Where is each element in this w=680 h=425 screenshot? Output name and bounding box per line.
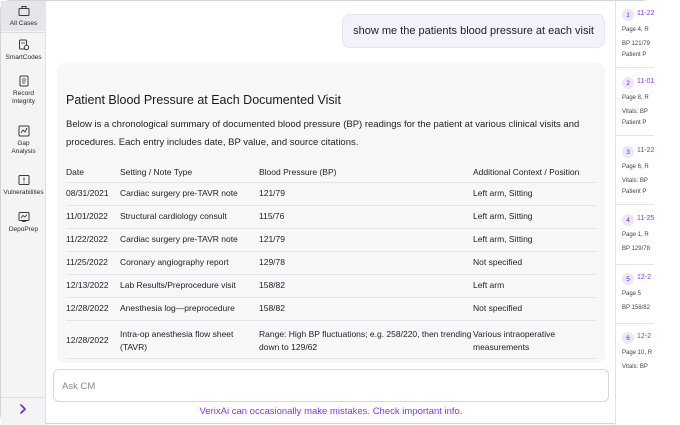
citation-page: Page 10, R bbox=[622, 350, 653, 356]
sidebar-item-label: Vulnerabilities bbox=[3, 189, 44, 196]
sidebar-item-label: Record Integrity bbox=[11, 90, 36, 105]
sidebar-item-vulnerabilities[interactable] bbox=[1, 174, 46, 197]
table-cell: 12/28/2022 bbox=[66, 297, 120, 320]
citation-date: 12-2 bbox=[637, 274, 652, 281]
sidebar bbox=[1, 1, 46, 425]
smartcodes-icon bbox=[18, 39, 30, 51]
table-cell: Structural cardiology consult bbox=[120, 205, 259, 228]
citation-date: 11-22 bbox=[637, 147, 655, 154]
citation-date: 12-2 bbox=[637, 333, 652, 340]
depoprep-icon bbox=[18, 211, 30, 223]
table-cell: 115/76 bbox=[259, 205, 473, 228]
table-cell: 121/79 bbox=[259, 182, 473, 205]
table-cell: Left arm, Sitting bbox=[473, 228, 596, 251]
chevron-right-icon bbox=[18, 404, 28, 414]
divider bbox=[616, 264, 654, 265]
column-header: Setting / Note Type bbox=[120, 162, 259, 182]
table-cell: Left arm, Sitting bbox=[473, 205, 596, 228]
table-row bbox=[66, 205, 596, 228]
citation-number: 3 bbox=[622, 146, 634, 158]
sidebar-item-smartcodes[interactable] bbox=[1, 39, 46, 62]
table-cell: 158/82 bbox=[259, 274, 473, 297]
table-cell: 12/28/2022 bbox=[66, 320, 120, 358]
sidebar-item-label: DepoPrep bbox=[8, 226, 39, 233]
citation-snippet: BP 121/79 bbox=[622, 41, 650, 47]
citation-number: 2 bbox=[622, 77, 634, 89]
citation-snippet: Patient P bbox=[622, 189, 647, 195]
record-integrity-icon bbox=[18, 75, 30, 87]
divider bbox=[616, 135, 654, 136]
table-cell: Lab Results/Preprocedure visit bbox=[120, 274, 259, 297]
table-cell: 12/13/2022 bbox=[66, 274, 120, 297]
vulnerabilities-icon bbox=[18, 174, 30, 186]
citation-snippet: Patient P bbox=[622, 120, 647, 126]
table-cell: 121/79 bbox=[259, 228, 473, 251]
table-cell: Anesthesia log—preprocedure bbox=[120, 297, 259, 320]
citation-number: 4 bbox=[622, 214, 634, 226]
answer-intro: Below is a chronological summary of documented blood pressure (BP) readings for the patient at various clinical visits and procedures. Each entry includes date, BP value, and source citations. bbox=[66, 119, 580, 148]
citation-page: Page 5 bbox=[622, 291, 642, 297]
column-header: Additional Context / Position bbox=[473, 162, 596, 182]
citation-snippet: BP 129/78 bbox=[622, 246, 650, 252]
expand-sidebar-button[interactable] bbox=[15, 401, 31, 417]
disclaimer-text: VerixAi can occasionally make mistakes. Check important info. bbox=[199, 406, 463, 417]
table-cell: Coronary angiography report bbox=[120, 251, 259, 274]
citation-number: 6 bbox=[622, 332, 634, 344]
divider bbox=[1, 32, 46, 33]
table-row bbox=[66, 228, 596, 251]
assistant-answer bbox=[57, 63, 605, 363]
citations-panel bbox=[615, 1, 653, 425]
table-cell: 11/25/2022 bbox=[66, 251, 120, 274]
table-cell: Various intraoperative measurements bbox=[473, 320, 596, 358]
citation-date: 11-25 bbox=[637, 215, 655, 222]
citation-number: 5 bbox=[622, 273, 634, 285]
table-cell: Intra-op anesthesia flow sheet (TAVR) bbox=[120, 320, 259, 358]
chat-input-box[interactable] bbox=[53, 369, 609, 402]
chat-area bbox=[47, 1, 615, 425]
citation-page: Page 1, R bbox=[622, 232, 649, 238]
bp-table bbox=[66, 162, 596, 359]
user-message: show me the patients blood pressure at each visit bbox=[342, 14, 605, 48]
table-row bbox=[66, 297, 596, 320]
table-cell: Left arm bbox=[473, 274, 596, 297]
table-row bbox=[66, 182, 596, 205]
sidebar-item-gap-analysis[interactable] bbox=[1, 125, 46, 156]
table-cell: Not specified bbox=[473, 251, 596, 274]
divider bbox=[616, 204, 654, 205]
column-header: Blood Pressure (BP) bbox=[259, 162, 473, 182]
table-cell: Left arm, Sitting bbox=[473, 182, 596, 205]
table-cell: 11/22/2022 bbox=[66, 228, 120, 251]
citation-date: 11-22 bbox=[637, 10, 655, 17]
table-row bbox=[66, 251, 596, 274]
gap-analysis-icon bbox=[18, 125, 30, 137]
sidebar-item-all-cases[interactable] bbox=[1, 1, 46, 31]
table-cell: 129/78 bbox=[259, 251, 473, 274]
chat-input[interactable] bbox=[62, 378, 582, 394]
citation-snippet: Vitals: BP bbox=[622, 109, 648, 115]
sidebar-item-label: SmartCodes bbox=[5, 54, 42, 61]
table-row bbox=[66, 320, 596, 358]
citation-snippet: Vitals: BP bbox=[622, 364, 648, 370]
answer-title: Patient Blood Pressure at Each Documented Visit bbox=[66, 93, 341, 107]
table-header-row bbox=[66, 162, 596, 182]
citation-date: 11-01 bbox=[637, 78, 655, 85]
citation-page: Page 4, R bbox=[622, 27, 649, 33]
table-cell: Cardiac surgery pre-TAVR note bbox=[120, 228, 259, 251]
table-cell: 11/01/2022 bbox=[66, 205, 120, 228]
sidebar-item-record-integrity[interactable] bbox=[1, 75, 46, 106]
divider bbox=[616, 67, 654, 68]
sidebar-item-label: All Cases bbox=[9, 20, 38, 27]
citation-number: 1 bbox=[622, 9, 634, 21]
citation-snippet: Vitals: BP bbox=[622, 178, 648, 184]
divider bbox=[1, 397, 46, 398]
table-cell: Cardiac surgery pre-TAVR note bbox=[120, 182, 259, 205]
briefcase-icon bbox=[18, 5, 30, 17]
table-row bbox=[66, 274, 596, 297]
sidebar-item-depoprep[interactable] bbox=[1, 211, 46, 234]
table-cell: Not specified bbox=[473, 297, 596, 320]
citation-page: Page 6, R bbox=[622, 164, 649, 170]
table-cell: Range: High BP fluctuations; e.g. 258/220, then trending down to 129/62 bbox=[259, 320, 473, 358]
table-cell: 08/31/2021 bbox=[66, 182, 120, 205]
sidebar-item-label: Gap Analysis bbox=[11, 140, 36, 155]
citation-snippet: BP 158/82 bbox=[622, 305, 650, 311]
divider bbox=[616, 323, 654, 324]
table-cell: 158/82 bbox=[259, 297, 473, 320]
citation-snippet: Patient P bbox=[622, 52, 647, 58]
column-header: Date bbox=[66, 162, 120, 182]
citation-page: Page 8, R bbox=[622, 95, 649, 101]
